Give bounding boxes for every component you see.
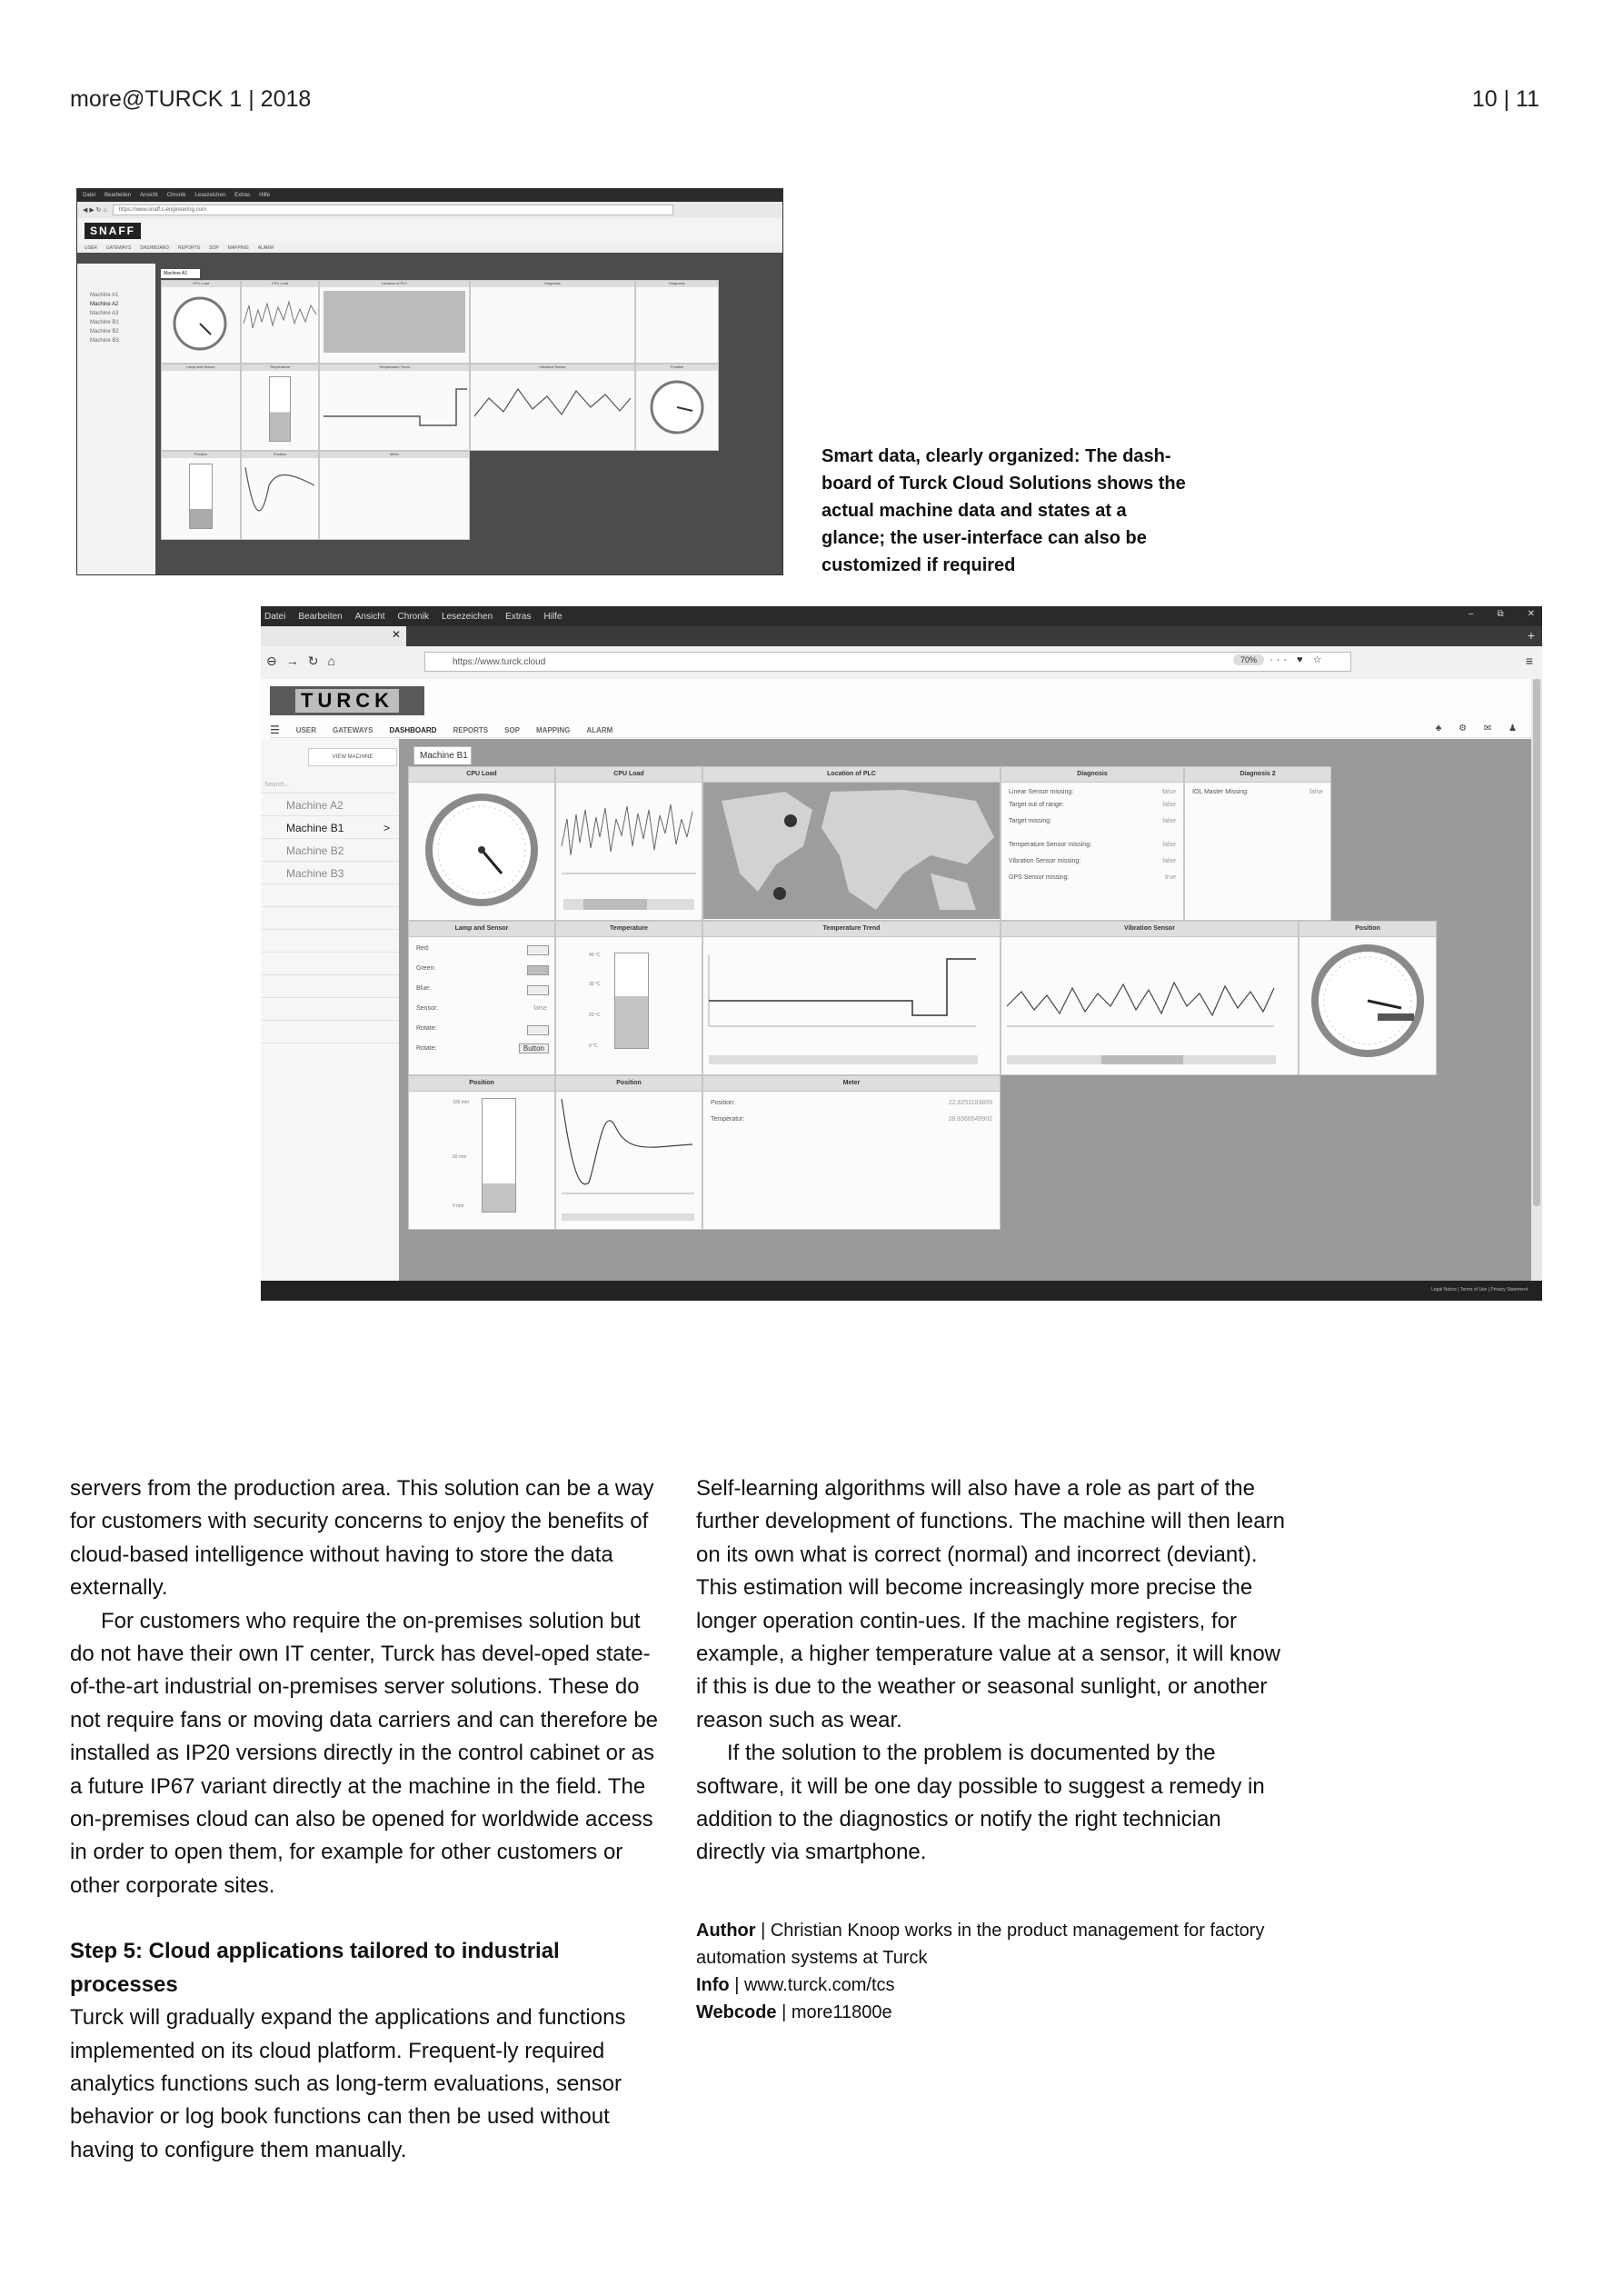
position-gauge — [1299, 937, 1436, 1073]
author-label: Author — [696, 1920, 756, 1941]
temperature-trend-panel: Temperature Trend — [702, 921, 1001, 1075]
snaff-logo: SNAFF — [77, 218, 782, 244]
cpu-gauge — [409, 783, 554, 919]
vibration-sensor-panel: Vibration Sensor — [1001, 921, 1299, 1075]
panel: Lamp and Sensor — [161, 364, 241, 451]
sidebar-item: Machine B1 — [90, 320, 119, 325]
menu-item: Lesezeichen — [194, 193, 226, 198]
nav-item: REPORTS — [453, 725, 489, 734]
lamp-row: Rotate: — [416, 1045, 437, 1052]
nav-item: SOP — [504, 725, 521, 734]
menu-item: Bearbeiten — [105, 193, 132, 198]
dashboard-area — [261, 739, 1531, 1301]
nav-buttons — [266, 654, 335, 669]
browser-menubar — [261, 606, 1542, 626]
sidebar-item-machine-a2: Machine A2 — [286, 799, 344, 812]
panel: Location of PLC — [319, 280, 470, 364]
info-text: | www.turck.com/tcs — [729, 1974, 895, 1995]
lamp-row: Blue: — [416, 985, 431, 992]
new-tab-icon: + — [1527, 628, 1535, 643]
info-label: Info — [696, 1974, 730, 1995]
menu-item: Extras — [505, 611, 532, 622]
running-header: more@TURCK 1 | 2018 — [70, 86, 312, 112]
diagnosis-row: Temperature Sensor missing: false — [1009, 842, 1176, 848]
minimize-icon: – — [1468, 609, 1474, 619]
sidebar-item-machine-b1: Machine B1 — [286, 822, 344, 834]
dashboard-screenshot-small — [76, 188, 783, 575]
green-toggle — [527, 965, 549, 975]
tab-machine: Machine A1 — [161, 269, 200, 278]
panel: CPU Load — [161, 280, 241, 364]
page-numbers: 10 | 11 — [1471, 86, 1539, 112]
paragraph: Turck will gradually expand the applications and functions implemented on its cloud platform. Frequent-ly required analytics functions such as long-term evaluations, sensor behavior or log book functions can then be used without having to configure them manually. — [70, 2005, 626, 2162]
browser-address-bar — [261, 646, 1542, 680]
rotate-button: Button — [519, 1043, 549, 1053]
panel: Vibration Sensor — [470, 364, 635, 451]
tab-machine-b1: Machine B1 — [413, 746, 472, 764]
webcode-label: Webcode — [696, 2002, 777, 2022]
app-nav — [270, 723, 1531, 738]
nav-item: MAPPING — [536, 725, 571, 734]
rotate-toggle — [527, 1025, 549, 1035]
page-footer: Legal Notice | Terms of Use | Privacy Statement — [261, 1281, 1542, 1301]
meter-row: Position: 22.6251183809 — [711, 1100, 992, 1106]
red-toggle — [527, 945, 549, 955]
menu-item: Hilfe — [259, 193, 271, 198]
nav-item: ALARM — [586, 725, 613, 734]
url-field: https://www.snaff.c-engineering.com — [113, 205, 673, 215]
panel: Diagnosis — [635, 280, 719, 364]
menu-item: Datei — [264, 611, 286, 622]
menu-icon: ☰ — [270, 724, 280, 736]
search-input: Search... — [261, 777, 395, 794]
nav-item: DASHBOARD — [389, 725, 437, 734]
view-machine-button: VIEW MACHINE — [308, 748, 397, 766]
temperature-bar — [614, 953, 649, 1049]
map-marker-icon — [773, 887, 786, 900]
menu-item: Extras — [234, 193, 251, 198]
lamp-row: Green: — [416, 965, 436, 972]
forward-icon: → — [285, 654, 299, 668]
machine-sidebar — [77, 264, 155, 574]
location-map-panel: Location of PLC — [702, 766, 1001, 921]
sidebar-item: Machine A2 — [90, 302, 119, 307]
paragraph: Self-learning algorithms will also have a role as part of the further development of functions. The machine will then learn on its own what is correct (normal) and incorrect (deviant). This estimation will become increasingly more precise the longer operation contin-ues. If the machine registers, for example, a higher temperature value at a sensor, it will know if this is due to the weather or seasonal sunlight, or another reason such as wear. — [696, 1476, 1285, 1732]
window-controls — [1469, 609, 1535, 619]
panel: CPU Load — [241, 280, 319, 364]
web-page — [261, 679, 1531, 1301]
panel: Position — [635, 364, 719, 451]
position-bar — [482, 1098, 516, 1213]
sidebar-item: Machine A3 — [90, 311, 119, 316]
paragraph: servers from the production area. This solution can be a way for customers with security concerns to enjoy the benefits of cloud-based intelligence without having to store the data externally. — [70, 1476, 654, 1601]
blue-toggle — [527, 985, 549, 995]
menu-item: Lesezeichen — [442, 611, 493, 622]
reload-icon: ↻ — [307, 654, 319, 668]
back-icon: ⊖ — [266, 654, 277, 668]
app-nav: USER GATEWAYS DASHBOARD REPORTS SOP MAPPING ALARM — [77, 244, 782, 253]
position-trend-panel: Position — [555, 1075, 702, 1230]
page-scrollbar — [1531, 679, 1542, 1281]
text-column-left — [70, 1472, 666, 2167]
browser-tab — [261, 626, 406, 646]
panel: Temperature — [241, 364, 319, 451]
webcode-text: | more11800e — [776, 2002, 892, 2022]
chevron-right-icon: > — [383, 822, 390, 834]
lamp-and-sensor-panel: Lamp and Sensor Red: Green: Blue: Sensor: false Rotate: Rotate: Button — [408, 921, 555, 1075]
diagnosis-panel: Diagnosis Linear Sensor missing: false Target out of range: false Target missing: false Temperature Sensor missing: false Vibration Sensor missing: false GPS Sensor missing: true — [1001, 766, 1184, 921]
meter-row: Temperatur: 28.9366549902 — [711, 1116, 992, 1123]
nav-item: USER — [295, 725, 316, 734]
position-gauge-panel: Position — [1299, 921, 1437, 1075]
browser-address-bar: ◀ ▶ ↻ ⌂ https://www.snaff.c-engineering.com — [77, 202, 782, 218]
machine-sidebar — [261, 739, 399, 1301]
sidebar-item: Machine B3 — [90, 338, 119, 344]
meter-panel: Meter Position: 22.6251183809 Temperatur: 28.9366549902 — [702, 1075, 1001, 1230]
position-bar-panel: Position 100 mm 50 mm 0 mm — [408, 1075, 555, 1230]
turck-logo: TURCK — [270, 686, 424, 715]
menu-item: Hilfe — [543, 611, 563, 622]
nav-item: GATEWAYS — [333, 725, 373, 734]
text-column-right — [696, 1472, 1296, 2026]
menu-item: Bearbeiten — [298, 611, 343, 622]
diagnosis-row: Target out of range: false — [1009, 802, 1176, 808]
panel: Meter — [319, 451, 470, 540]
machine-tab-bar — [413, 746, 1542, 764]
menu-item: Chronik — [397, 611, 429, 622]
hamburger-icon: ≡ — [1525, 654, 1533, 668]
diagnosis-row: GPS Sensor missing: true — [1009, 874, 1176, 881]
image-caption: Smart data, clearly organized: The dash-board of Turck Cloud Solutions shows the actual machine data and states at a glance; the user-interface can also be customized if required — [821, 446, 1186, 575]
panel: Position — [241, 451, 319, 540]
temperature-panel: Temperature 40 °C 30 °C 20 °C 0 °C — [555, 921, 702, 1075]
panel: Diagnosis — [470, 280, 635, 364]
sidebar-item-machine-b2: Machine B2 — [286, 844, 344, 857]
close-tab-icon: ✕ — [391, 628, 401, 641]
diagnosis-row: IOL Master Missing: false — [1192, 789, 1323, 795]
paragraph: For customers who require the on-premises solution but do not have their own IT center, Turck has devel-oped state-of-the-art industrial on-premises server solutions. These do not require fans or moving data carriers and can therefore be installed as IP20 versions directly in the control cabinet or as a future IP67 variant directly at the machine in the field. The on-premises cloud can also be opened for worldwide access in order to open them, for example for other customers or other corporate sites. — [70, 1608, 659, 1898]
sidebar-item: Machine A1 — [90, 293, 119, 298]
panel: Temperature Trend — [319, 364, 470, 451]
zoom-level: 70% — [1233, 654, 1264, 665]
browser-menubar — [77, 189, 782, 202]
menu-item: Ansicht — [140, 193, 158, 198]
author-text: | Christian Knoop works in the product management for factory automation systems at Turck — [696, 1920, 1265, 1968]
close-icon: ✕ — [1527, 609, 1535, 619]
maximize-icon: ⧉ — [1497, 609, 1504, 619]
paragraph: If the solution to the problem is documented by the software, it will be one day possible to suggest a remedy in addition to the diagnostics or notify the right technician directly via smartphone. — [696, 1741, 1265, 1865]
diagnosis-row: Linear Sensor missing: false — [1009, 789, 1176, 795]
dashboard-screenshot-large — [261, 606, 1542, 1301]
map-marker-icon — [784, 814, 797, 827]
cpu-load-gauge-panel: CPU Load — [408, 766, 555, 921]
menu-item: Ansicht — [354, 611, 385, 622]
url-field: https://www.turck.cloud — [424, 652, 1351, 672]
cpu-load-chart-panel: CPU Load — [555, 766, 702, 921]
home-icon: ⌂ — [327, 654, 335, 668]
diagnosis-row: Target missing: false — [1009, 818, 1176, 824]
lamp-row: Red: — [416, 945, 430, 952]
credits — [696, 1917, 1296, 2026]
browser-tabbar — [261, 626, 1542, 646]
menu-item: Chronik — [166, 193, 186, 198]
panel: Position — [161, 451, 241, 540]
sidebar-item-machine-b3: Machine B3 — [286, 867, 344, 880]
toolbar-icons: ··· ♥ ☆ — [1270, 654, 1326, 665]
lamp-row: Sensor: false — [416, 1005, 547, 1012]
menu-item: Datei — [83, 193, 96, 198]
section-heading: Step 5: Cloud applications tailored to industrial processes — [70, 1939, 560, 1997]
sidebar-item: Machine B2 — [90, 329, 119, 334]
diagnosis-2-panel: Diagnosis 2 IOL Master Missing: false — [1184, 766, 1331, 921]
lamp-row: Rotate: — [416, 1025, 437, 1032]
user-toolbar-icons: ♣ ⚙ ✉ ♟ — [1435, 724, 1524, 734]
diagnosis-row: Vibration Sensor missing: false — [1009, 858, 1176, 864]
